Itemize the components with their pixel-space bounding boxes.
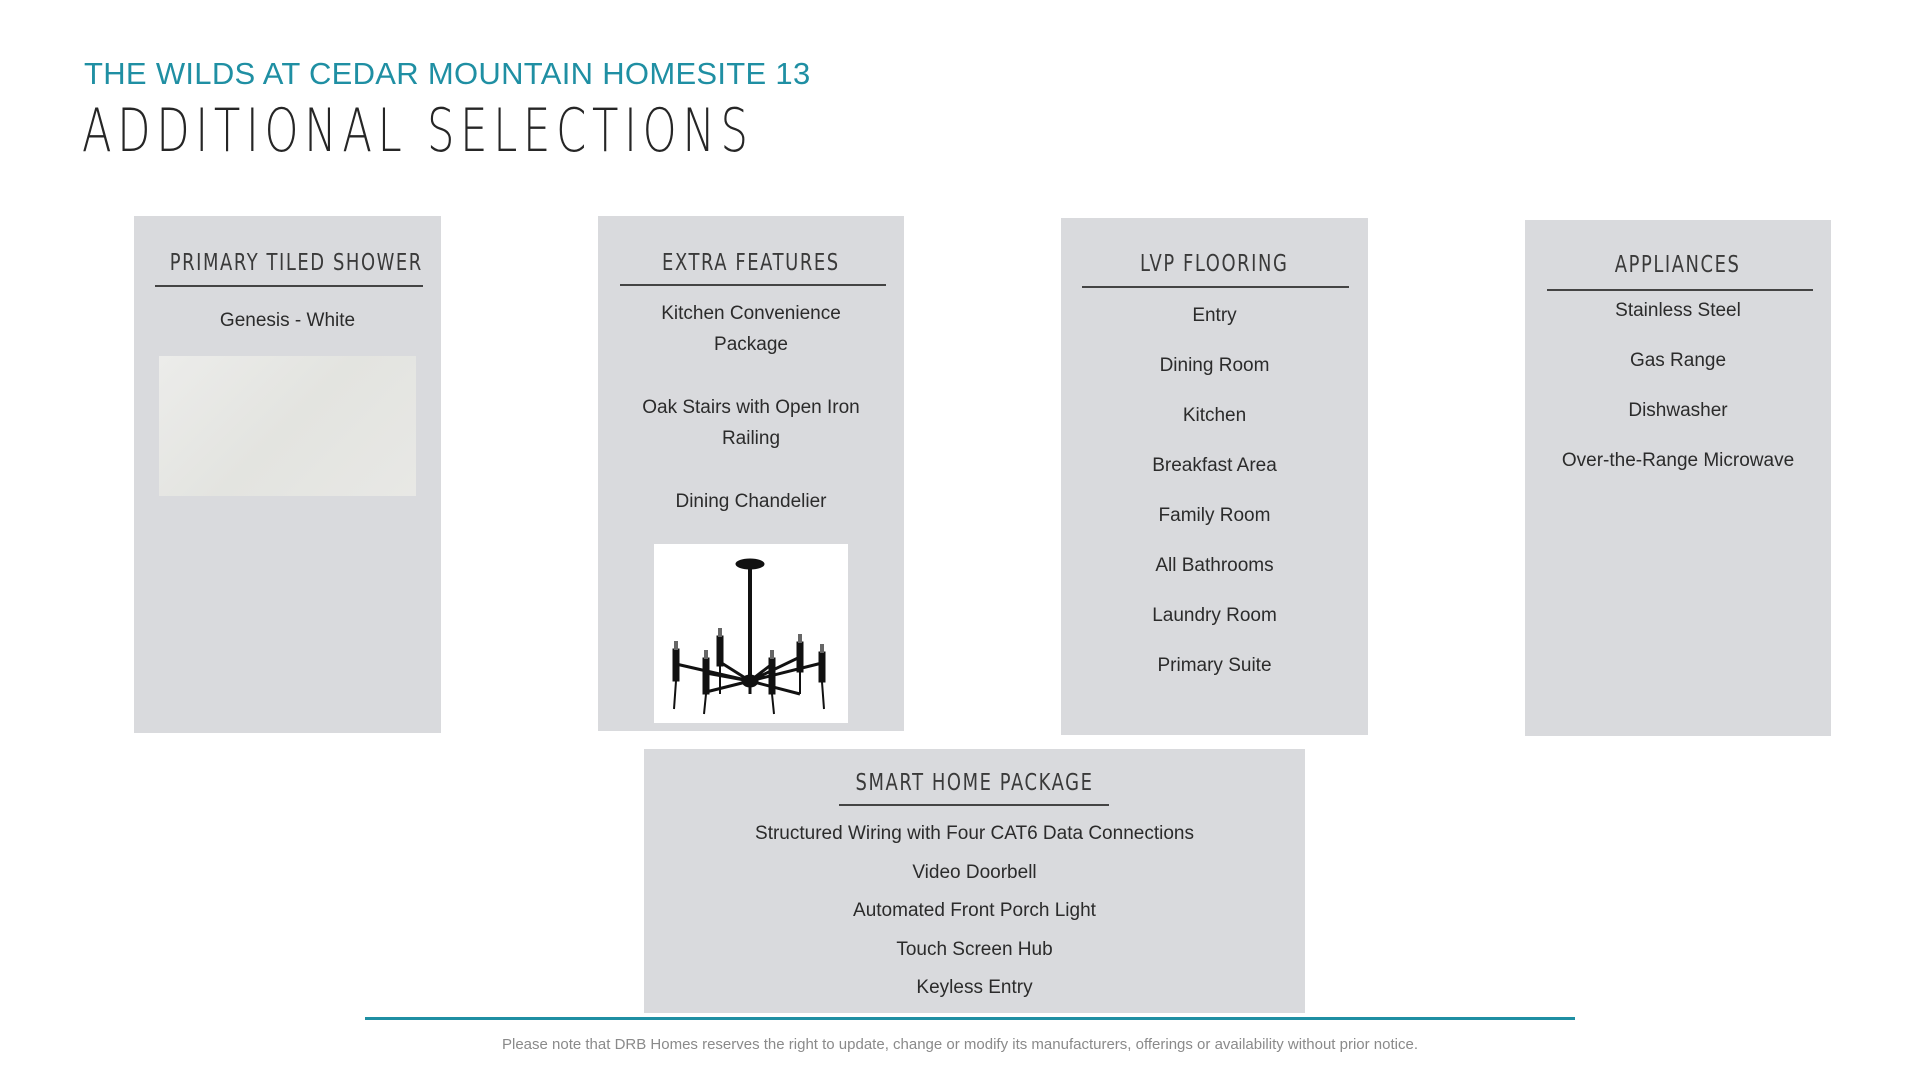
list-item: Primary Suite — [1157, 655, 1272, 676]
chandelier-icon — [654, 544, 848, 723]
card-appliances — [1525, 220, 1831, 736]
disclaimer-note: Please note that DRB Homes reserves the right to update, change or modify its manufacturers, offerings or availability without prior notice. — [501, 1036, 1418, 1053]
list-item: Automated Front Porch Light — [853, 900, 1096, 921]
list-item: Laundry Room — [1152, 605, 1277, 626]
chandelier-image — [654, 544, 848, 723]
card-heading: LVP FLOORING — [1140, 251, 1289, 277]
card-heading: EXTRA FEATURES — [662, 250, 840, 276]
list-item: Dining Room — [1159, 355, 1270, 376]
card-lvp-flooring — [1061, 218, 1368, 735]
list-item: Entry — [1192, 305, 1237, 326]
footer-divider — [365, 1017, 1575, 1020]
list-item: Family Room — [1158, 505, 1271, 526]
tile-swatch-image — [159, 356, 416, 496]
list-item: Kitchen Convenience Package — [661, 303, 841, 355]
card-smart-home-package — [644, 749, 1305, 1013]
card-heading: SMART HOME PACKAGE — [855, 770, 1094, 796]
list-item: Video Doorbell — [912, 862, 1037, 883]
card-extra-features — [598, 216, 904, 731]
card-heading: APPLIANCES — [1615, 252, 1741, 278]
page-title: ADDITIONAL SELECTIONS — [82, 96, 754, 166]
list-item: Over-the-Range Microwave — [1561, 450, 1795, 471]
list-item: Oak Stairs with Open Iron Railing — [642, 397, 860, 449]
heading-divider — [839, 804, 1109, 806]
list-item: Breakfast Area — [1152, 455, 1277, 476]
list-item: All Bathrooms — [1155, 555, 1274, 576]
list-item: Dining Chandelier — [675, 491, 827, 512]
card-primary-tiled-shower — [134, 216, 441, 733]
list-item: Kitchen — [1182, 405, 1247, 426]
community-subtitle: THE WILDS AT CEDAR MOUNTAIN HOMESITE 13 — [84, 56, 811, 91]
heading-divider — [620, 284, 886, 286]
heading-divider — [1547, 289, 1813, 291]
heading-divider — [155, 285, 423, 287]
list-item: Gas Range — [1629, 350, 1727, 371]
list-item: Structured Wiring with Four CAT6 Data Connections — [755, 823, 1194, 844]
heading-divider — [1082, 286, 1349, 288]
list-item: Touch Screen Hub — [896, 939, 1053, 960]
list-item: Dishwasher — [1628, 400, 1728, 421]
card-heading: PRIMARY TILED SHOWER — [169, 250, 423, 276]
list-item: Genesis - White — [219, 310, 356, 331]
list-item: Keyless Entry — [916, 977, 1033, 998]
list-item: Stainless Steel — [1615, 300, 1741, 321]
